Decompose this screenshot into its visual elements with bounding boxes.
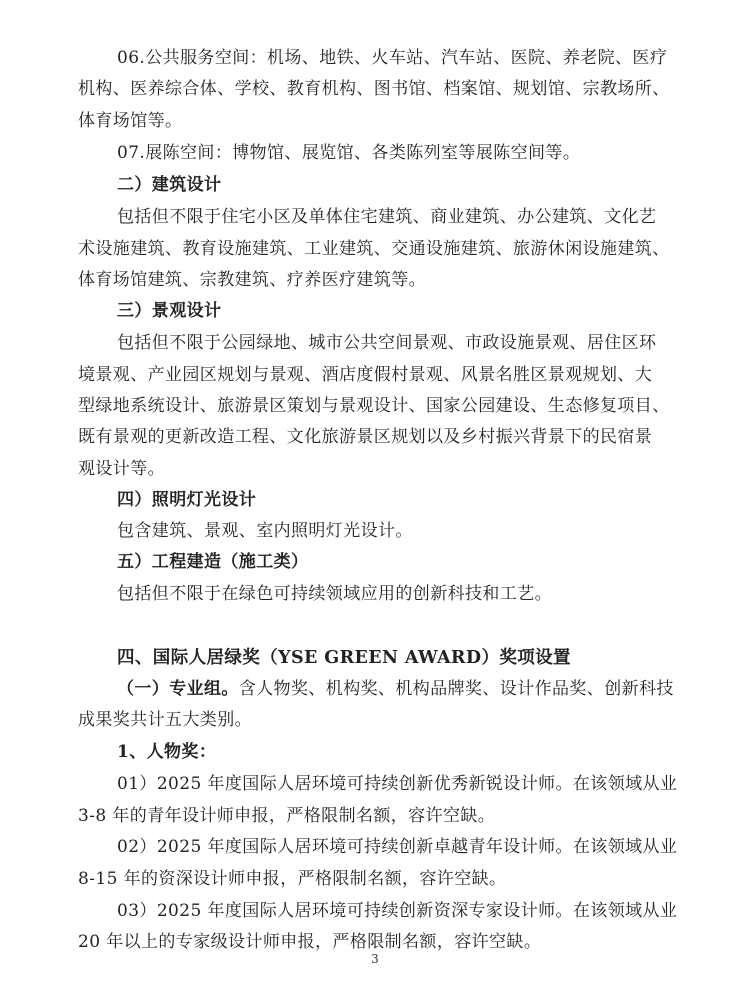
paragraph-line: 成果奖共计五大类别。 [78, 710, 252, 730]
paragraph-line: 型绿地系统设计、旅游景区策划与景观设计、国家公园建设、生态修复项目、 [78, 396, 670, 416]
page-number: 3 [371, 952, 379, 966]
paragraph-line: 体育场馆建筑、宗教建筑、疗养医疗建筑等。 [78, 270, 426, 290]
paragraph-line: 02）2025 年度国际人居环境可持续创新卓越青年设计师。在该领域从业 [117, 837, 678, 857]
paragraph-line: 包括但不限于公园绿地、城市公共空间景观、市政设施景观、居住区环 [117, 333, 657, 353]
paragraph-line: 06.公共服务空间：机场、地铁、火车站、汽车站、医院、养老院、医疗 [117, 48, 668, 68]
paragraph-line: 3-8 年的青年设计师申报，严格限制名额，容许空缺。 [78, 806, 496, 826]
paragraph-line: 包括但不限于在绿色可持续领域应用的创新科技和工艺。 [117, 584, 552, 604]
section-heading-landscape: 三）景观设计 [117, 301, 222, 321]
section-heading-architecture: 二）建筑设计 [117, 175, 222, 195]
section-heading-construction: 五）工程建造（施工类） [117, 552, 309, 572]
section-heading-lighting: 四）照明灯光设计 [117, 490, 257, 510]
chapter-heading-awards: 四、国际人居绿奖（YSE GREEN AWARD）奖项设置 [117, 648, 571, 668]
subsection-heading-person-award: 1、人物奖： [117, 742, 217, 762]
professional-group-text: 含人物奖、机构奖、机构品牌奖、设计作品奖、创新科技 [238, 679, 674, 699]
paragraph-line: 8-15 年的资深设计师申报，严格限制名额，容许空缺。 [78, 869, 507, 889]
paragraph-line: 机构、医养综合体、学校、教育机构、图书馆、档案馆、规划馆、宗教场所、 [78, 79, 670, 99]
paragraph-line: 体育场馆等。 [78, 111, 183, 131]
paragraph-line: 观设计等。 [78, 459, 165, 479]
paragraph-line: 既有景观的更新改造工程、文化旅游景区规划以及乡村振兴背景下的民宿景 [78, 427, 653, 447]
paragraph-line: 包括但不限于住宅小区及单体住宅建筑、商业建筑、办公建筑、文化艺 [117, 207, 657, 227]
paragraph-line: 境景观、产业园区规划与景观、酒店度假村景观、风景名胜区景观规划、大 [78, 365, 653, 385]
paragraph-line: 包含建筑、景观、室内照明灯光设计。 [117, 521, 413, 541]
paragraph-line: 03）2025 年度国际人居环境可持续创新资深专家设计师。在该领域从业 [117, 901, 678, 921]
professional-group-label: （一）专业组。 [117, 679, 239, 699]
paragraph-line: 20 年以上的专家级设计师申报，严格限制名额，容许空缺。 [78, 932, 542, 952]
paragraph-line: 07.展陈空间：博物馆、展览馆、各类陈列室等展陈空间等。 [117, 143, 581, 163]
paragraph-line [117, 676, 750, 702]
paragraph-line: 术设施建筑、教育设施建筑、工业建筑、交通设施建筑、旅游休闲设施建筑、 [78, 239, 670, 259]
paragraph-line: 01）2025 年度国际人居环境可持续创新优秀新锐设计师。在该领域从业 [117, 774, 678, 794]
